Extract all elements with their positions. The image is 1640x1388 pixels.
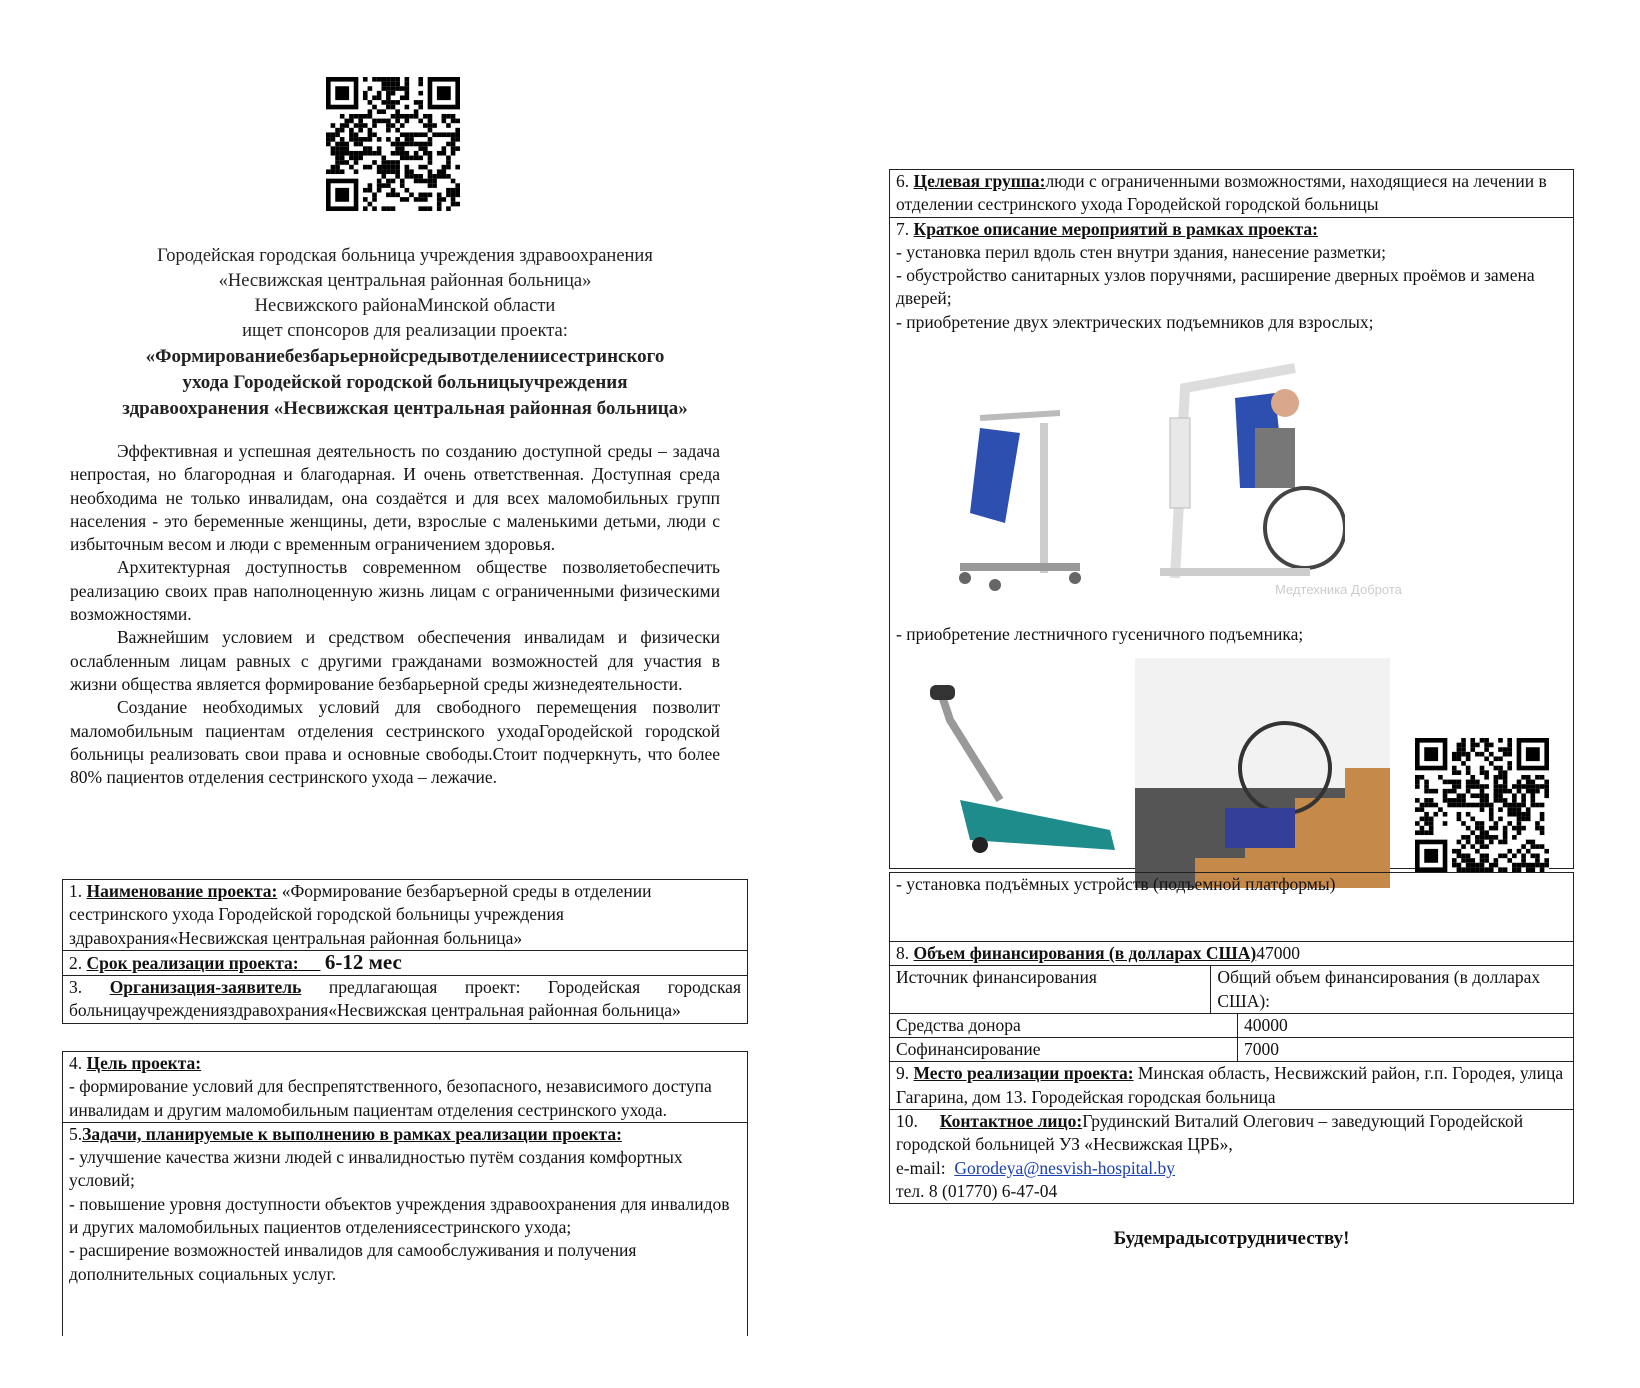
- intro-paragraph: Создание необходимых условий для свободного перемещения позволит маломобильным пациентам отделения сестринского уходаГородейской городской больницы реализовать свои права и основные свободы.Стоит подчеркнуть, что более 80% пациентов отделения сестринского ухода – лежачие.: [70, 697, 720, 788]
- column-header: Общий объем финансирования (в долларах США):: [1217, 967, 1541, 1011]
- item-6: 6. Целевая группа:люди с ограниченными возможностями, находящиеся на лечении в отделении сестринского ухода Городейской городской больницы: [890, 170, 1573, 218]
- patient-lift-with-patient-image: [1145, 358, 1345, 593]
- email-label: e-mail:: [896, 1157, 946, 1178]
- project-title: [62, 344, 748, 422]
- funding-source: Софинансирование: [890, 1038, 1238, 1061]
- column-header: Источник финансирования: [890, 966, 1211, 1013]
- funding-amount: 40000: [1244, 1014, 1288, 1035]
- header-line: Несвижского районаМинской области: [254, 296, 556, 316]
- item-label: Цель проекта:: [86, 1053, 202, 1073]
- closing-text: Будемрадысотрудничеству!: [1113, 1228, 1350, 1249]
- item-1: 1. Наименование проекта: «Формирование безбаръерной среды в отделении сестринского ухода Городейской городской больницы учреждения здравохрания«Несвижская центральная районная больница»: [63, 880, 747, 951]
- funding-amount: 7000: [1244, 1039, 1279, 1060]
- item-text: - формирование условий для беспрепятственного, безопасного, независимого доступа инвалидам и другим маломобильным пациентам отделения сестринского ухода.: [69, 1076, 712, 1120]
- item-text: «Формирование безбаръерной среды в отделении сестринского ухода Городейской городской больницы учреждения здравохрания«Несвижская центральная районная больница»: [69, 881, 652, 948]
- intro-paragraph: Эффективная и успешная деятельность по созданию доступной среды – задача непростая, но благородная и благодарная. И очень ответственная. Доступная среда необходима не только инвалидам, она создаётся и для всех маломобильных групп населения - это беременные женщины, дети, взрослые с маленькими детьми, люди с избыточным весом и люди с временным ограничением здоровья.: [70, 441, 720, 555]
- activities-table: [889, 169, 1574, 869]
- item-label: Объем финансирования (в долларах США): [913, 943, 1257, 963]
- title-line: здравоохранения «Несвижская центральная районная больница»: [122, 398, 688, 419]
- item-2: 2. Срок реализации проекта: 6-12 мес: [63, 951, 747, 976]
- project-info-table: [62, 879, 748, 1024]
- item-9: 9. Место реализации проекта: Минская область, Несвижский район, г.п. Городея, улица Гагарина, дом 13. Городейская городская больница: [890, 1062, 1573, 1110]
- patient-lift-image: [950, 403, 1100, 593]
- header-block: [62, 244, 748, 422]
- duration-value: 6-12 мес: [324, 949, 402, 974]
- email-link[interactable]: Gorodeya@nesvish-hospital.by: [954, 1157, 1176, 1178]
- item-label: Задачи, планируемые к выполнению в рамках реализации проекта:: [82, 1123, 622, 1144]
- activity-bullet: - приобретение лестничного гусеничного подъемника;: [896, 623, 1304, 644]
- stair-lift-in-use-image: [1135, 658, 1390, 888]
- item-text: Минская область, Несвижский район, г.п. Городея, улица Гагарина, дом 13. Городейская городская больница: [896, 1063, 1564, 1107]
- platform-row: [890, 873, 1573, 942]
- header-line: «Несвижская центральная районная больница»: [218, 271, 592, 291]
- qr-code-top: [326, 77, 460, 211]
- intro-paragraph: Важнейшим условием и средством обеспечения инвалидам и физически ослабленным лицам равных с другими гражданами возможностей для участия в жизни общества является формирование безбарьерной среды жизнедеятельности.: [70, 627, 720, 694]
- task-bullet: - улучшение качества жизни людей с инвалидностью путём создания комфортных условий;: [69, 1147, 683, 1191]
- goals-table: [62, 1051, 748, 1336]
- item-3: 3. Организация-заявитель предлагающая проект: Городейская городская больницаучрежденияздравохрания«Несвижская центральная районная больница»: [69, 977, 741, 1021]
- title-line: ухода Городейской городской больницыучреждения: [182, 372, 628, 393]
- item-text: предлагающая проект: Городейская городская больницаучрежденияздравохрания«Несвижская центральная районная больница»: [69, 977, 741, 1021]
- funding-contact-table: [889, 872, 1574, 1204]
- item-8: 8. Объем финансирования (в долларах США)47000: [890, 942, 1573, 966]
- phone-number: тел. 8 (01770) 6-47-04: [896, 1180, 1058, 1201]
- activity-bullet: - установка перил вдоль стен внутри здания, нанесение разметки;: [896, 241, 1386, 262]
- funding-row: [890, 1014, 1573, 1038]
- item-label: Организация-заявитель: [109, 977, 302, 998]
- item-7: 7. Краткое описание мероприятий в рамках проекта: - установка перил вдоль стен внутри здания, нанесение разметки; - обустройство санитарных узлов поручнями, расширение дверных проёмов и замена дверей; - приобретение двух электрических подъемников для взрослых; Медтехника Доброта - приобретение лестничного гусеничного подъемника;: [890, 218, 1573, 858]
- item-10: 10. Контактное лицо:Грудинский Виталий Олегович – заведующий Городейской городской больницей УЗ «Несвижская ЦРБ», e-mail: Gorodeya@nesvish-hospital.by тел. 8 (01770) 6-47-04: [896, 1111, 1524, 1201]
- task-bullet: - повышение уровня доступности объектов учреждения здравоохранения для инвалидов и других маломобильных пациентов отделениясестринского ухода;: [69, 1193, 730, 1238]
- item-5: 5.Задачи, планируемые к выполнению в рамках реализации проекта: - улучшение качества жизни людей с инвалидностью путём создания комфортных условий; - повышение уровня доступности объектов учреждения здравоохранения для инвалидов и других маломобильных пациентов отделениясестринского ухода; - расширение возможностей инвалидов для самообслуживания и получения дополнительных социальных услуг.: [63, 1123, 747, 1286]
- header-line: ищет спонсоров для реализации проекта:: [242, 321, 568, 341]
- task-bullet: - расширение возможностей инвалидов для самообслуживания и получения дополнительных социальных услуг.: [69, 1240, 637, 1284]
- funding-header-row: [890, 966, 1573, 1014]
- item-label: Наименование проекта:: [86, 881, 278, 901]
- item-label: Целевая группа:: [913, 171, 1046, 191]
- item-label: Контактное лицо:: [939, 1111, 1083, 1132]
- item-4: 4. Цель проекта: - формирование условий для беспрепятственного, безопасного, независимого доступа инвалидам и другим маломобильным пациентам отделения сестринского ухода.: [63, 1052, 747, 1123]
- item-text: Грудинский Виталий Олегович – заведующий Городейской городской больницей УЗ «Несвижская ЦРБ»,: [896, 1111, 1524, 1155]
- funding-row: [890, 1038, 1573, 1062]
- item-text: люди с ограниченными возможностями, находящиеся на лечении в отделении сестринского ухода Городейской городской больницы: [896, 171, 1547, 215]
- image-watermark: Медтехника Доброта: [1275, 581, 1402, 597]
- funding-total: 47000: [1256, 943, 1300, 963]
- intro-text: [70, 440, 720, 789]
- intro-paragraph: Архитектурная доступностьв современном обществе позволяетобеспечить реализацию своих прав наполноценную жизнь лицам с ограниченными физическими возможностями.: [70, 557, 720, 625]
- activity-bullet: - приобретение двух электрических подъемников для взрослых;: [896, 311, 1374, 332]
- header-line: Городейская городская больница учреждения здравоохранения: [157, 246, 653, 266]
- funding-source: Средства донора: [890, 1014, 1238, 1037]
- activity-bullet: - обустройство санитарных узлов поручнями, расширение дверных проёмов и замена дверей;: [896, 265, 1535, 309]
- title-line: «Формированиебезбарьернойсредывотделениисестринского: [145, 346, 665, 367]
- item-label: Срок реализации проекта:: [86, 952, 299, 973]
- stair-lift-image: [910, 680, 1130, 855]
- item-label: Краткое описание мероприятий в рамках проекта:: [913, 218, 1318, 239]
- activity-bullet: - установка подъёмных устройств (подъемной платформы): [896, 874, 1336, 894]
- item-label: Место реализации проекта:: [913, 1063, 1134, 1084]
- qr-code-right: [1415, 738, 1549, 872]
